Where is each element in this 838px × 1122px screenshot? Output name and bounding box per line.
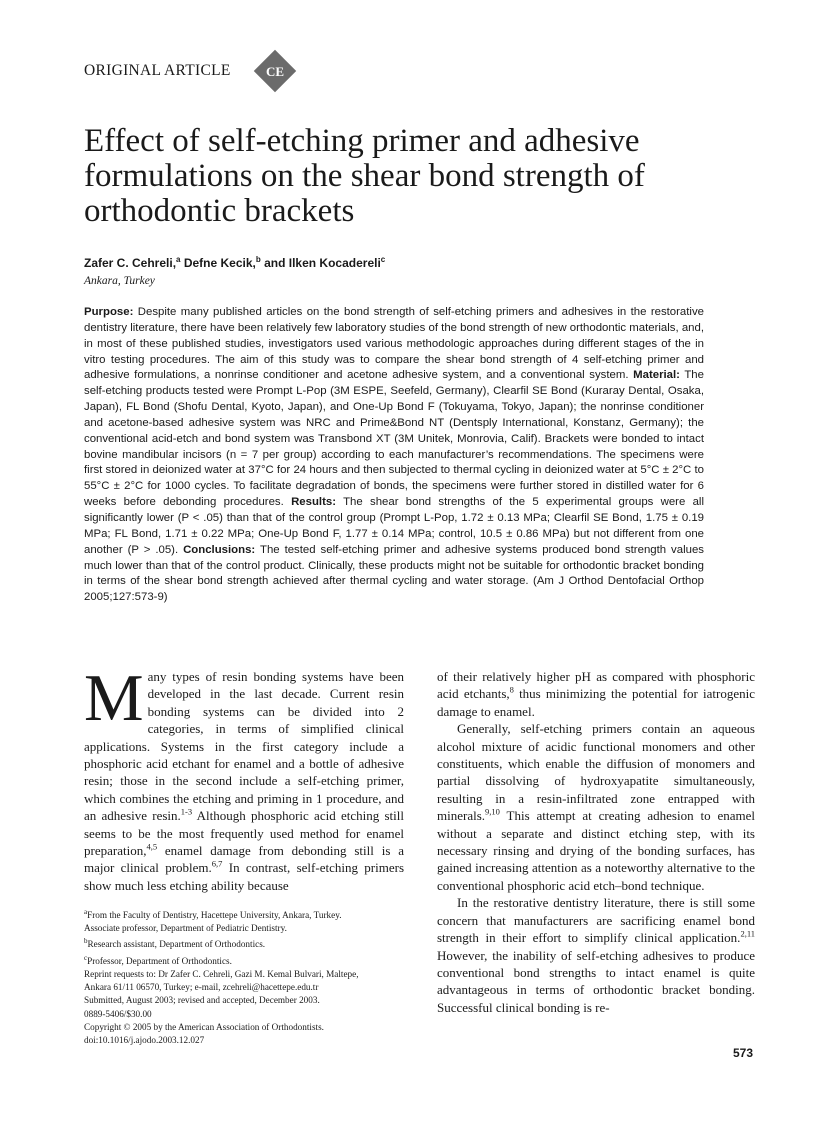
abstract-purpose: Despite many published articles on the bond strength of self-etching primers and adhesives in the restorative dentistry literature, there have been relatively few laboratory studies of the bond strength of new orthodontic materials, and, in most of these published studies, investigators used various methodologic approaches during different stages of the in vitro testing procedures. The aim of this study was to compare the shear bond strength of 4 self-etching primer and adhesive formulations, a nonrinse conditioner and acetone adhesive system, and a conventional system.: [84, 306, 704, 382]
footnote-affiliation: [84, 906, 414, 922]
citation: 1-3: [180, 806, 193, 817]
footnote-text: From the Faculty of Dentistry, Hacettepe University, Ankara, Turkey.: [87, 910, 342, 921]
footnote-marker: c: [84, 953, 88, 962]
body-text: thus minimizing the potential for iatrogenic damage to enamel.: [437, 686, 755, 719]
author-2: Defne Kecik,: [180, 256, 256, 270]
abstract-purpose-label: Purpose:: [84, 306, 134, 318]
journal-ce-logo-icon: [253, 49, 297, 93]
citation: 8: [509, 685, 514, 696]
submission-dates: Submitted, August 2003; revised and accepted, December 2003.: [84, 995, 320, 1006]
citation: 2,11: [740, 928, 755, 939]
abstract: [84, 305, 704, 606]
section-label: ORIGINAL ARTICLE: [84, 62, 231, 79]
logo-text: CE: [265, 64, 285, 79]
page-number: 573: [733, 1046, 754, 1060]
body-text: any types of resin bonding systems have been developed in the last decade. Current resin bonding systems can be divided into 2 categories, in terms of simplified clinical applications. Systems in the first category include a phosphoric acid etchant for enamel and a bottle of adhesive resin; those in the second include a self-etching primer, which combines the etching and priming in 1 procedure, and an adhesive resin.: [84, 669, 404, 824]
abstract-conclusions: The tested self-etching primer and adhesive systems produced bond strength values much lower than that of the control product. Clinically, these products might not be suitable for orthodontic bracket bonding in terms of the shear bond strength achieved after thermal cycling and water storage. (Am J Orthod Dentofacial Orthop 2005;127:573-9): [84, 543, 704, 604]
body-paragraph: [437, 894, 755, 1016]
author-3: and Ilken Kocadereli: [260, 256, 381, 270]
body-paragraph: [437, 720, 755, 894]
citation: 9,10: [485, 806, 500, 817]
reprint-address: Ankara 61/11 06570, Turkey; e-mail, zcehreli@hacettepe.edu.tr: [84, 982, 319, 993]
footnotes: [84, 906, 414, 1047]
doi: doi:10.1016/j.ajodo.2003.12.027: [84, 1035, 205, 1046]
abstract-material-label: Material:: [633, 369, 680, 382]
footnote-text: Associate professor, Department of Pediatric Dentistry.: [84, 923, 287, 934]
footnote-marker: b: [84, 937, 88, 946]
reprint-requests: Reprint requests to: Dr Zafer C. Cehreli, Gazi M. Kemal Bulvari, Maltepe,: [84, 969, 359, 979]
body-text: This attempt at creating adhesion to enamel without a separate and distinct etching step, with its necessary rinsing and drying of the bonding surfaces, has gained increasing attention as a noteworthy alternative to the conventional phosphoric acid etch–bond technique.: [437, 808, 755, 893]
body-text: In contrast, self-etching primers show much less etching ability because: [84, 860, 404, 893]
body-text: Generally, self-etching primers contain an aqueous alcohol mixture of acidic functional monomers and other constituents, which enable the diffusion of monomers and partial dissolving of hydroxyapatite simultaneously, resulting in a resin-infiltrated zone entrapped with minerals.: [437, 721, 755, 824]
footnote-text: Research assistant, Department of Orthodontics.: [87, 939, 266, 950]
body-paragraph: [437, 668, 755, 720]
article-title: Effect of self-etching primer and adhesive formulations on the shear bond strength of orthodontic brackets: [84, 123, 645, 229]
body-column-left: [84, 661, 404, 894]
copyright: Copyright © 2005 by the American Association of Orthodontists.: [84, 1021, 324, 1032]
abstract-material: The self-etching products tested were Prompt L-Pop (3M ESPE, Seefeld, Germany), Clearfil SE Bond (Kuraray Dental, Osaka, Japan), FL Bond (Shofu Dental, Kyoto, Japan), and One-Up Bond F (Tokuyama, Tokyo, Japan); the nonrinse conditioner and acetone-based adhesive system was NRC and Prime&Bond NT (Dentsply International, Konstanz, Germany); the conventional acid-etch and bond system was Transbond XT (3M Unitek, Monrovia, Calif). Brackets were bonded to intact bovine mandibular incisors (n = 7 per group) according to each manufacturer’s recommendations. The specimens were first stored in deionized water at 37°C for 24 hours and then subjected to thermal cycling in deionized water at 5°C ± 2°C to 55°C ± 2°C for 1000 cycles. To facilitate degradation of bonds, the specimens were further stored in distilled water for 6 weeks before debonding procedures.: [84, 369, 704, 509]
citation: 6,7: [211, 859, 223, 870]
body-column-right: [437, 668, 755, 1016]
footnote-affiliation: [84, 935, 414, 951]
abstract-results: The shear bond strengths of the 5 experimental groups were all significantly lower (P < .05) than that of the control group (Prompt L-Pop, 1.72 ± 0.13 MPa; Clearfil SE Bond, 1.75 ± 0.19 MPa; FL Bond, 1.71 ± 0.22 MPa; One-Up Bond F, 1.77 ± 0.14 MPa; control, 10.5 ± 0.86 MPa) but not different from one another (P > .05).: [84, 496, 704, 556]
issn: 0889-5406/$30.00: [84, 1008, 152, 1019]
abstract-results-label: Results:: [291, 496, 337, 509]
author-3-affiliation: c: [380, 255, 386, 264]
footnote-marker: a: [84, 908, 88, 916]
body-text: of their relatively higher pH as compared with phosphoric acid etchants,: [437, 669, 755, 702]
body-text: Although phosphoric acid etching still seems to be the most frequently used method for enamel preparation,: [84, 808, 404, 859]
author-location: Ankara, Turkey: [84, 275, 155, 287]
body-text: However, the inability of self-etching adhesives to produce conventional bond strengths to intact enamel is quite advantageous in terms of orthodontic bracket bonding. Successful clinical bonding is re-: [437, 947, 755, 1015]
body-text: enamel damage from debonding still is a major clinical problem.: [84, 843, 404, 876]
body-text: In the restorative dentistry literature, there is still some concern that manufacturers are sacrificing enamel bond strength in their effort to simplify clinical application.: [437, 895, 755, 946]
author-list: [84, 255, 385, 270]
abstract-conclusions-label: Conclusions:: [183, 543, 256, 556]
footnote-affiliation: [84, 952, 414, 968]
author-2-affiliation: b: [255, 255, 261, 264]
author-1: Zafer C. Cehreli,: [84, 256, 177, 270]
drop-cap: M: [84, 661, 144, 735]
body-paragraph: [84, 661, 404, 894]
citation: 4,5: [146, 841, 158, 852]
footnote-text: Professor, Department of Orthodontics.: [87, 955, 232, 966]
author-1-affiliation: a: [176, 255, 181, 264]
